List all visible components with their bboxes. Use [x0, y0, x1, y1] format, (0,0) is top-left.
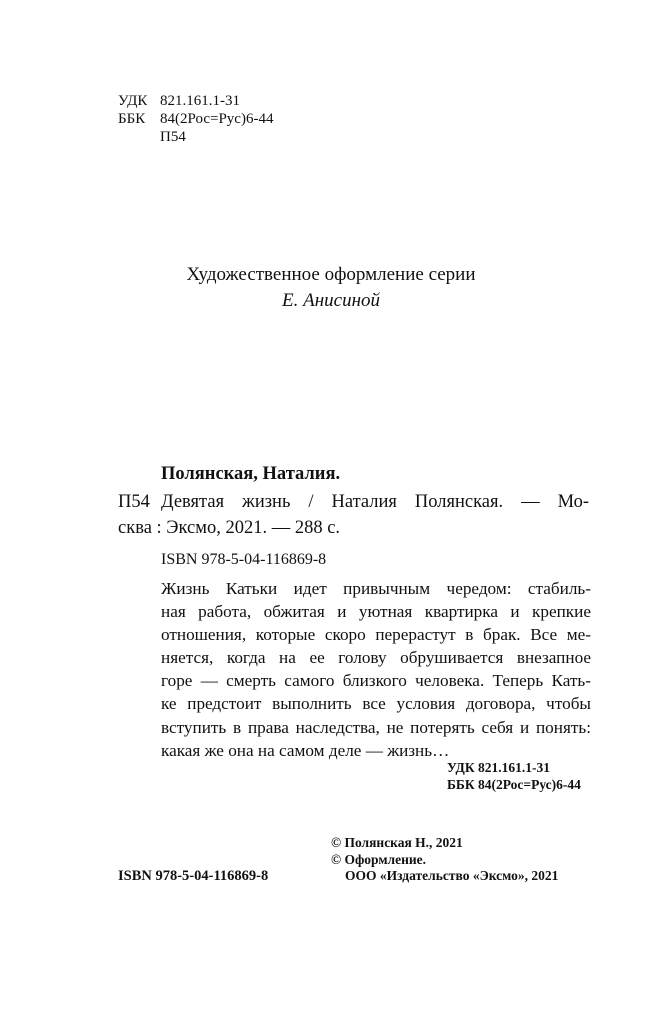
bibliography-code: П54 — [118, 492, 150, 512]
artwork-artist: Е. Анисиной — [282, 290, 380, 311]
annotation-line: какая же она на самом деле — жизнь… — [161, 740, 450, 760]
annotation-line: Жизнь Катьки идет привычным чередом: стабиль- — [161, 579, 591, 598]
bbk-value: 84(2Рос=Рус)6-44 — [160, 111, 274, 127]
classification-bbk: ББК 84(2Рос=Рус)6-44 — [447, 777, 581, 792]
bbk-label: ББК — [118, 111, 146, 127]
bibliography-entry-line1: Девятая жизнь / Наталия Полянская. — Мо- — [161, 492, 589, 512]
annotation — [161, 577, 591, 762]
udk-label: УДК — [118, 93, 148, 109]
author-code-value: П54 — [160, 129, 186, 145]
udk-row — [118, 92, 240, 111]
copyright-design: © Оформление. — [331, 852, 427, 867]
bibliography-isbn: ISBN 978-5-04-116869-8 — [161, 551, 327, 568]
copyright-author: © Полянская Н., 2021 — [331, 835, 463, 850]
annotation-line: вступить в права наследства, не потерять себя и понять: — [161, 717, 591, 737]
annotation-line: ке предстоит выполнить все условия договора, чтобы — [161, 694, 591, 714]
bibliography-author: Полянская, Наталия. — [161, 464, 341, 484]
annotation-line: няется, когда на ее голову обрушивается внезапное — [161, 648, 591, 668]
annotation-line: горе — смерть самого близкого человека. Теперь Кать- — [161, 671, 591, 691]
udk-value: 821.161.1-31 — [160, 93, 240, 109]
copyright-publisher: ООО «Издательство «Эксмо», 2021 — [345, 868, 559, 883]
bbk-row — [118, 110, 273, 129]
classification-udk: УДК 821.161.1-31 — [447, 760, 550, 775]
author-code-row — [118, 128, 186, 147]
footer-isbn: ISBN 978-5-04-116869-8 — [118, 868, 269, 884]
annotation-line: отношения, которые скоро перерастут в брак. Все ме- — [161, 625, 591, 645]
annotation-line: ная работа, обжитая и уютная квартирка и крепкие — [161, 602, 591, 622]
artwork-credit: Художественное оформление серии — [186, 264, 476, 285]
bibliography-entry-line2: сква : Эксмо, 2021. — 288 с. — [118, 518, 341, 538]
